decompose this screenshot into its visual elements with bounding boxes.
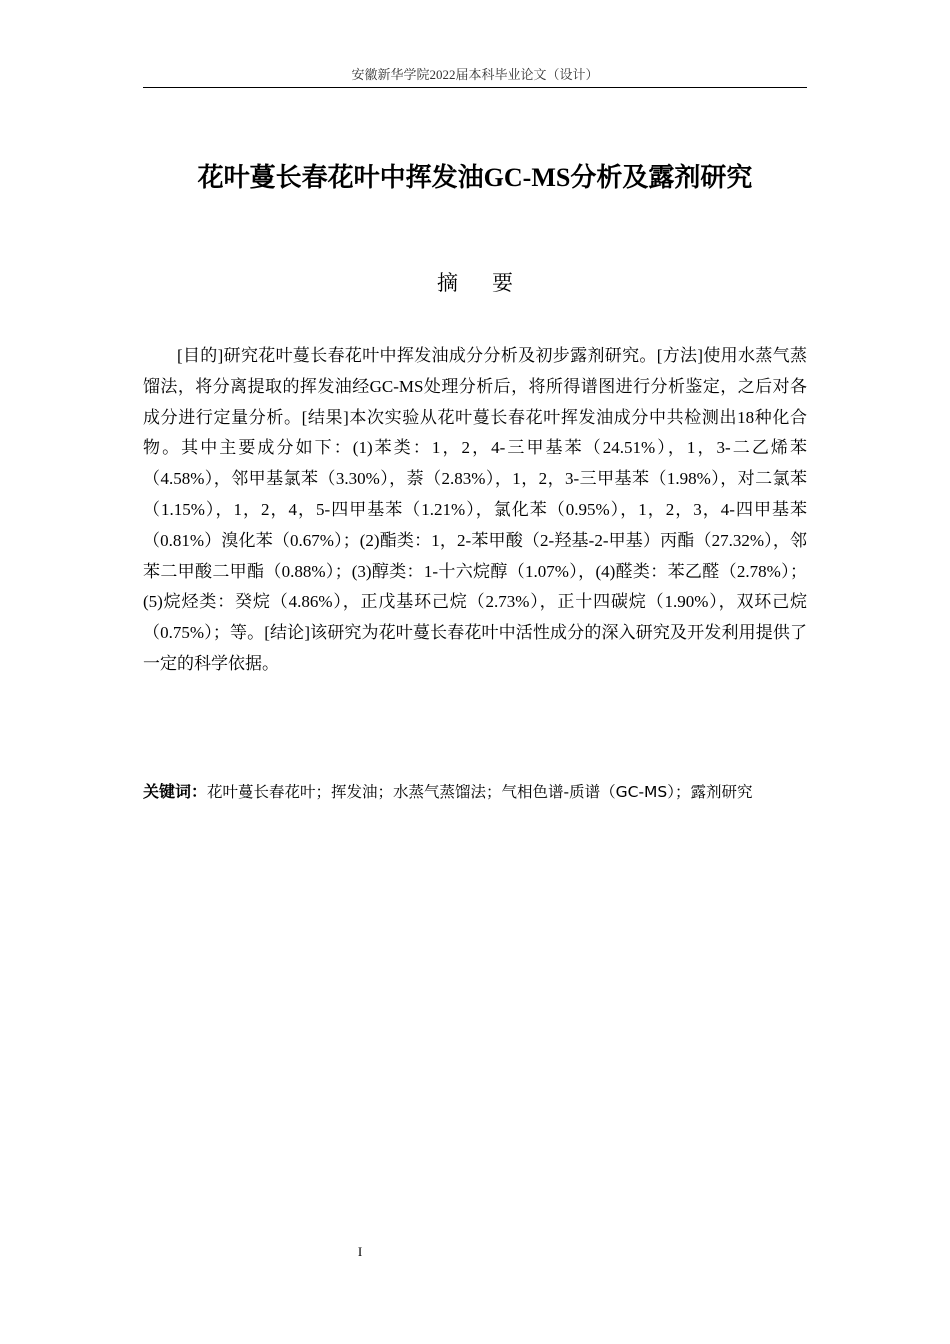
abstract-body: [目的]研究花叶蔓长春花叶中挥发油成分分析及初步露剂研究。[方法]使用水蒸气蒸馏法，将分离提取的挥发油经GC-MS处理分析后，将所得谱图进行分析鉴定，之后对各成分进行定量分析。[结果]本次实验从花叶蔓长春花叶挥发油成分中共检测出18种化合物。其中主要成分如下：(1)苯类：1，2，4-三甲基苯（24.51%），1，3-二乙烯苯（4.58%），邻甲基氯苯（3.30%），萘（2.83%），1，2，3-三甲基苯（1.98%），对二氯苯（1.15%），1，2，4，5-四甲基苯（1.21%），氯化苯（0.95%），1，2，3，4-四甲基苯（0.81%）溴化苯（0.67%）；(2)酯类：1，2-苯甲酸（2-羟基-2-甲基）丙酯（27.32%），邻苯二甲酸二甲酯（0.88%）；(3)醇类：1-十六烷醇（1.07%），(4)醛类：苯乙醛（2.78%）；(5)烷烃类：癸烷（4.86%），正戊基环己烷（2.73%），正十四碳烷（1.90%），双环己烷（0.75%）；等。[结论]该研究为花叶蔓长春花叶中活性成分的深入研究及开发利用提供了一定的科学依据。	[143, 346, 807, 673]
keywords-paragraph	[143, 779, 807, 805]
page-number: I	[357, 1244, 363, 1259]
document-title: 花叶蔓长春花叶中挥发油GC-MS分析及露剂研究	[197, 163, 753, 192]
abstract-heading-char-2: 要	[492, 271, 513, 295]
abstract-heading	[143, 268, 807, 298]
keywords-label: 关键词：	[143, 782, 208, 801]
keywords-text: 花叶蔓长春花叶；挥发油；水蒸气蒸馏法；气相色谱-质谱（GC-MS）；露剂研究	[207, 783, 753, 801]
running-header: 安徽新华学院2022届本科毕业论文（设计）	[351, 67, 599, 82]
abstract-heading-char-1: 摘	[437, 271, 458, 295]
header-divider	[143, 87, 807, 88]
